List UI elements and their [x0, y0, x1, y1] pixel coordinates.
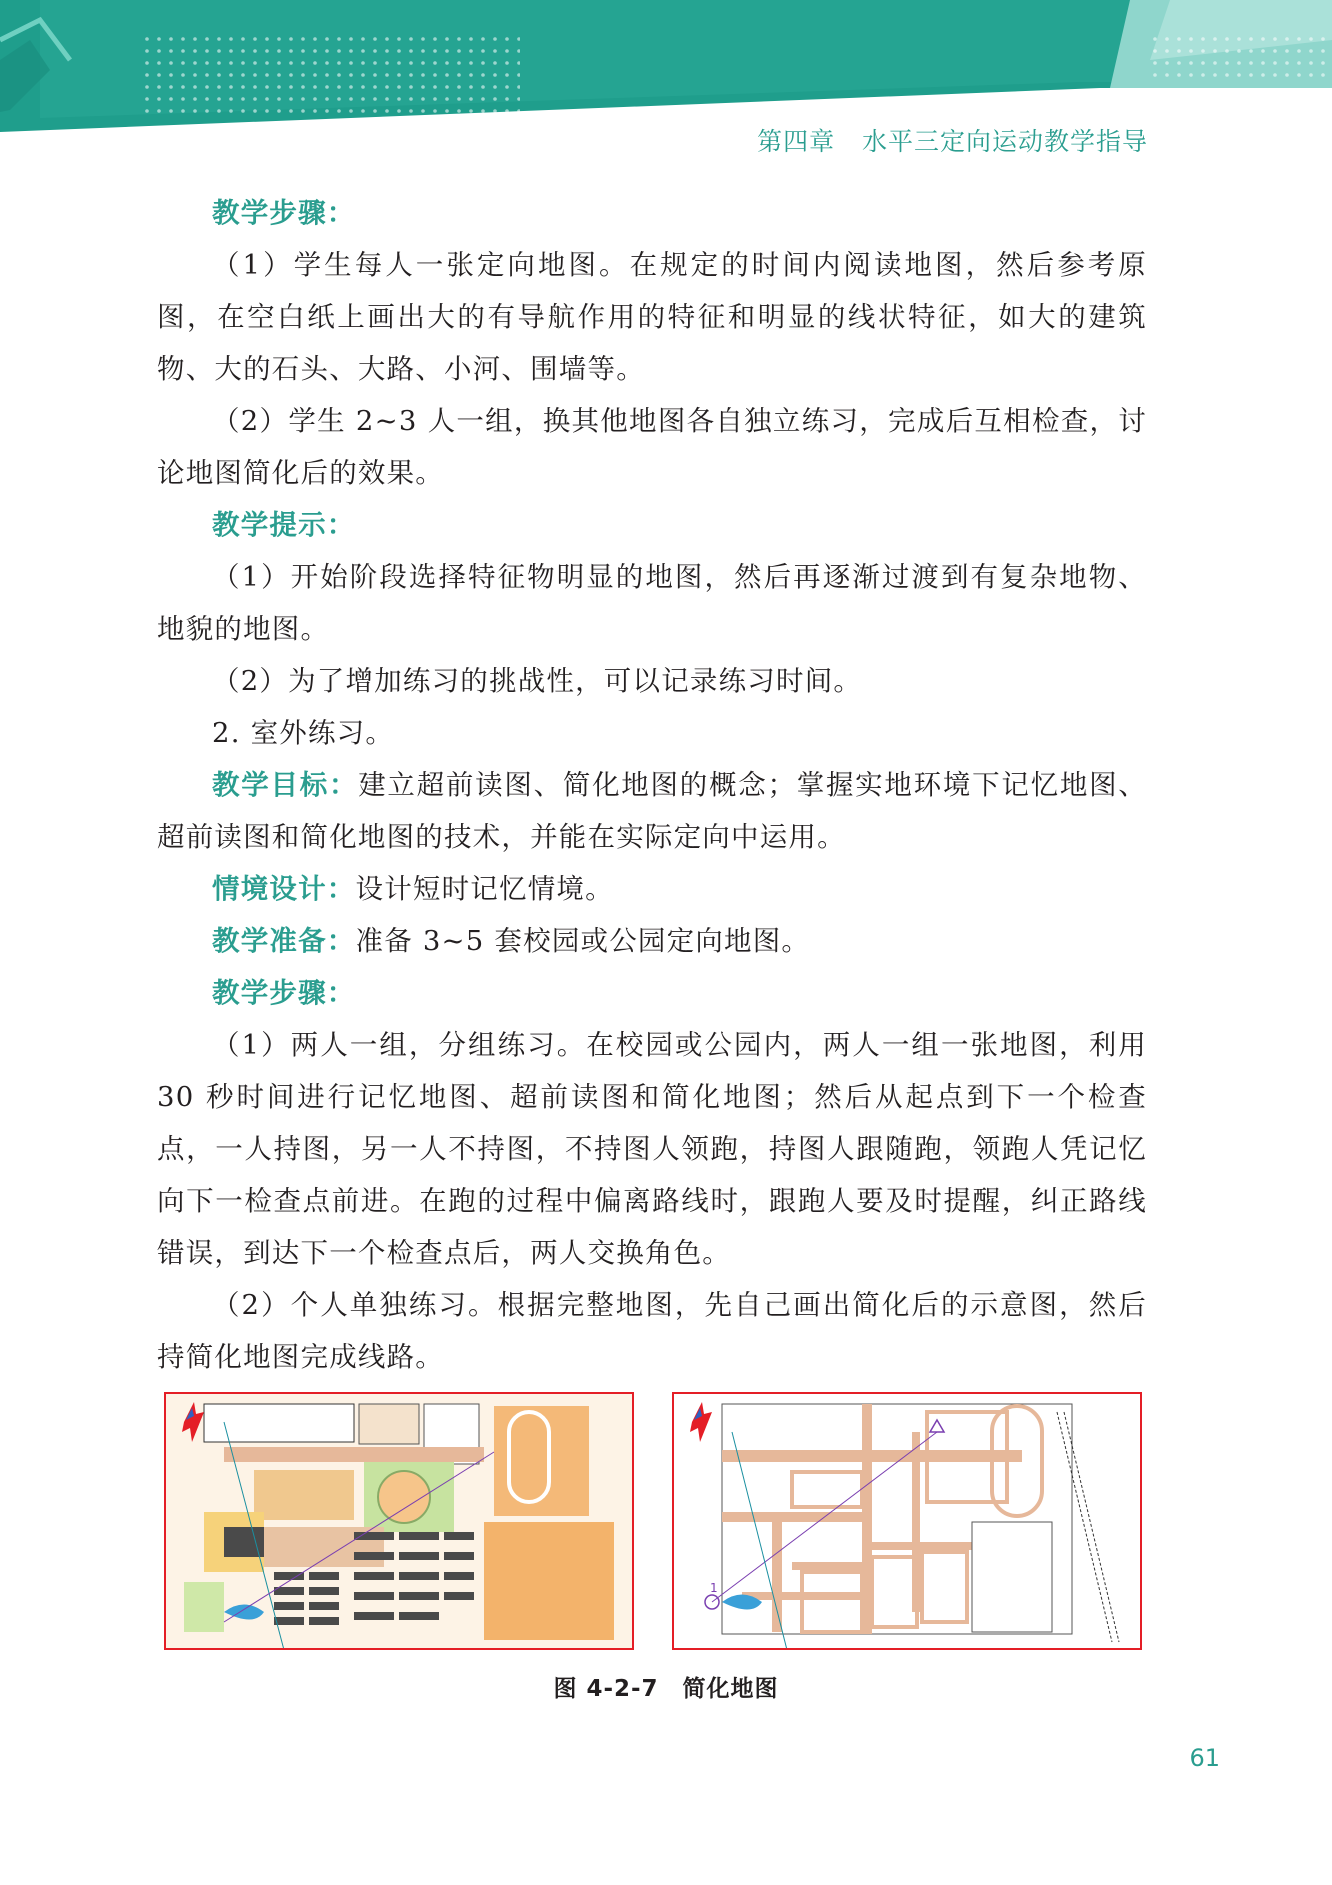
paragraph: 设计短时记忆情境。 [355, 873, 614, 905]
section-heading: 教学步骤： [212, 197, 356, 229]
section-heading: 教学目标： [212, 769, 359, 801]
body-text [157, 187, 1147, 1383]
paragraph: （1）开始阶段选择特征物明显的地图，然后再逐渐过渡到有复杂地物、地貌的地图。 [157, 561, 1147, 645]
control-point-label: 1 [710, 1581, 718, 1595]
original-orienteering-map [164, 1392, 634, 1650]
figure-maps [164, 1392, 1172, 1652]
section-heading: 教学步骤： [212, 977, 356, 1009]
paragraph: 建立超前读图、简化地图的概念；掌握实地环境下记忆地图、超前读图和简化地图的技术，并能在实际定向中运用。 [157, 769, 1148, 853]
paragraph: 2. 室外练习。 [212, 717, 395, 749]
chapter-header [757, 122, 1148, 158]
chapter-label: 第四章 [757, 127, 836, 156]
figure-title: 简化地图 [682, 1676, 779, 1702]
page-number: 61 [1189, 1744, 1220, 1772]
figure-caption [0, 1670, 1332, 1703]
paragraph: （2）学生 2~3 人一组，换其他地图各自独立练习，完成后互相检查，讨论地图简化后的效果。 [157, 405, 1147, 489]
paragraph: （2）为了增加练习的挑战性，可以记录练习时间。 [212, 665, 863, 697]
simplified-orienteering-map [672, 1392, 1142, 1650]
chapter-title: 水平三定向运动教学指导 [861, 127, 1148, 156]
figure-number: 图 4-2-7 [553, 1676, 659, 1702]
paragraph: 准备 3~5 套校园或公园定向地图。 [355, 925, 811, 957]
paragraph: （1）学生每人一张定向地图。在规定的时间内阅读地图，然后参考原图，在空白纸上画出大的有导航作用的特征和明显的线状特征，如大的建筑物、大的石头、大路、小河、围墙等。 [157, 249, 1147, 385]
header-banner [0, 0, 1332, 140]
paragraph: （1）两人一组，分组练习。在校园或公园内，两人一组一张地图，利用 30 秒时间进行记忆地图、超前读图和简化地图；然后从起点到下一个检查点，一人持图，另一人不持图，不持图人领跑，持图人跟随跑，领跑人凭记忆向下一检查点前进。在跑的过程中偏离路线时，跟跑人要及时提醒，纠正路线错误，到达下一个检查点后，两人交换角色。 [157, 1029, 1147, 1269]
section-heading: 教学准备： [212, 925, 356, 957]
paragraph: （2）个人单独练习。根据完整地图，先自己画出简化后的示意图，然后持简化地图完成线路。 [157, 1289, 1147, 1373]
section-heading: 情境设计： [212, 873, 356, 905]
section-heading: 教学提示： [212, 509, 356, 541]
